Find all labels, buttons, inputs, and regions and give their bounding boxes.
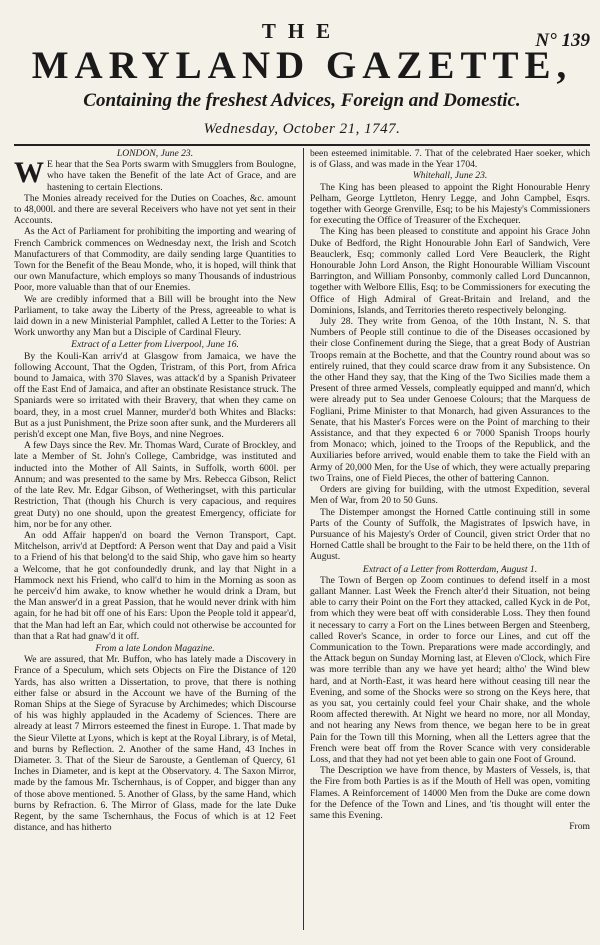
right-column	[310, 148, 590, 930]
left-column	[14, 148, 296, 930]
masthead	[14, 20, 590, 138]
article-paragraph: We are credibly informed that a Bill will be brought into the New Parliament, to take away the Liberty of the Press, agreeable to what is laid down in a new Ministerial Pamphlet, called A Letter to the Tories: A Work unworthy any Man but a Disciple of Cardinal Fleury.	[14, 293, 296, 339]
rotterdam-extract-heading: Extract of a Letter from Rotterdam, August 1.	[362, 563, 538, 575]
article-paragraph: The Monies already received for the Duties on Coaches, &c. amount to 48,000l. and there are several Receivers who have not yet sent in their Accounts.	[14, 192, 296, 227]
article-paragraph: July 28. They write from Genoa, of the 10th Instant, N. S. that Numbers of People still continue to die of the Diseases occasioned by their close Confinement during the Siege, that a great Body of Austrian Troops remain at the Bochette, and that the Country round about was so entirely ruined, that they could scarce draw from it any Subsistence. On the other Hand they say, that the King of the Two Sicilies made them a Present of three armed Vessels, compleatly equipped and mann'd, which were already put to Sea under Genoese Colours; that the Marquess de Fogliani, Prime Minister to that Monarch, had given Assurances to the Senate, that his Master's Forces were on the Point of marching to their Assistance, and that they expected 6 or 7000 Spanish Troops hourly from Monaco; which, joined to the Troops of the Republick, and the Auxiliaries before arrived, would enable them to take the Field with an Army of 20,000 Men, for the Use of which, they were actually preparing two Trains, one of Field Pieces, the other of battering Cannon.	[310, 316, 590, 484]
article-paragraph: Orders are giving for building, with the utmost Expedition, several Men of War, from 20 to 50 Guns.	[310, 484, 590, 507]
columns	[14, 148, 590, 930]
article-paragraph: The Distemper amongst the Horned Cattle continuing still in some Parts of the County of Suffolk, the Magistrates of Ipswich have, in Pursuance of his Majesty's Order of Council, given strict Order that no Horned Cattle shall be brought to the Fair to be held there, on the 11th of August.	[310, 506, 590, 563]
issue-number: N° 139	[535, 30, 590, 51]
article-paragraph: The King has been pleased to appoint the Right Honourable Henry Pelham, George Lyttleton, Henry Legge, and John Campbel, Esqrs. together with George Grenville, Esq; to be his Majesty's Commissioners for executing the Office of Treasurer of the Exchequer.	[310, 181, 590, 227]
column-divider	[303, 148, 304, 930]
paragraph-text: E hear that the Sea Ports swarm with Smugglers from Boulogne, who have taken the Benefit of the late Act of Grace, and are hastening to certain Elections.	[47, 159, 296, 193]
london-heading: LONDON, June 23.	[116, 148, 194, 159]
article-paragraph	[14, 156, 296, 193]
newspaper-title: MARYLAND GAZETTE,	[31, 44, 573, 87]
masthead-the: THE	[261, 19, 343, 43]
article-paragraph: A few Days since the Rev. Mr. Thomas Ward, Curate of Brockley, and late a Member of St. John's College, Cambridge, was instituted and inducted into the Mother of All Saints, in Suffolk, worth 600l. per Annum; and was presented to the same by Mrs. Rebecca Gibson, Relict of the late Rev. Mr. Edgar Gibson, of Wetheringset, with this particular Restriction, That (though his Church is very capacious, and requires great Duty) no one should, upon the greatest Emergency, officiate for him, nor be for any other.	[14, 440, 296, 530]
issue-date: Wednesday, October 21, 1747.	[203, 121, 401, 137]
catchword: From	[569, 821, 590, 833]
article-paragraph: We are assured, that Mr. Buffon, who has lately made a Discovery in France of a Speculum, which sets Objects on Fire the Distance of 120 Yards, has also written a Dissertation, to prove, that there is nothing either false or absurd in the Account we have of the Burning of the Roman Ships at the Siege of Syracuse by Archimedes; which Discourse of his was highly applauded in the Academy of Sciences. There are already at least 7 Mirrors esteemed the finest in Europe. 1. That made by the Sieur Vilette at Lyons, which is kept at the Royal Library, is of Metal, and burns by Reflection. 2. Another of the same Hand, 43 Inches in Diameter. 3. That of the Sieur de Sarouste, a Gentleman of Quercy, 61 Inches in Diameter, and is kept at the Observatory. 4. The Saxon Mirror, made by the famous Mr. Tschernhaus, is of Copper, and bigger than any of those above mentioned. 5. Another of Glass, by the same Hand, which burns by Refraction. 6. The Mirror of Glass, made for the late Duke Regent, by the same Tschernhaus, the Focus of which is at 12 Feet distance, and has hitherto	[14, 654, 296, 834]
article-paragraph: The King has been pleased to constitute and appoint his Grace John Duke of Bedford, the Right Honourable John Earl of Sandwich, Vere Beauclerk, Esq; commonly called Lord Vere Beauclerk, the Right Honourable John Lord Anson, the Right Honourable William Viscount Barrington, and William Ponsonby, commonly called Lord Duncannon, together with Welbore Ellis, Esq; to be Commissioners for executing the Office of High Admiral of Great-Britain and Ireland, and the Dominions, Islands, and Territories thereto respectively belonging.	[310, 226, 590, 316]
article-paragraph: As the Act of Parliament for prohibiting the importing and wearing of French Cambrick commences on Wednesday next, the Irish and Scotch Manufacturers of that Commodity, are daily sending large Quantities to Town for the Benefit of the Beau Monde, who, it is hoped, will think that our own Manufacture, which employs so many Thousands of industrious Poor, more valuable than that of our Enemies.	[14, 226, 296, 294]
article-paragraph: By the Kouli-Kan arriv'd at Glasgow from Jamaica, we have the following Account, That the Ogden, Tristram, of this Port, from Africa bound to Jamaica, with 370 Slaves, was attack'd by a Spanish Privateer off the East End of Jamaica, and after an obstinate Resistance struck. The Spaniards were so irritated with their Bravery, that when they came on board, they, in a most cruel Manner, murder'd both Whites and Blacks: But as a just Punishment, the Prize soon after sunk, and the Murderers all perish'd except one Man, five Boys, and nine Negroes.	[14, 350, 296, 441]
article-paragraph: The Town of Bergen op Zoom continues to defend itself in a most gallant Manner. Last Week the French alter'd their Situation, not being able to carry their Point on the Fort they attacked, called Kyck in de Pot, from which they were beat off with considerable Loss. They then found it necessary to carry a Fort on the Lines between Bergen and Steenberg, called Rover's Scance, in order to force our Lines, and cut off the Communication to the Town. Preparations were made accordingly, and the Attack begun on Sunday Morning last, at Eleven o'Clock, which Fire was more terrible than any we have yet heard; altho' the Wind blew hard, and at North-East, it was heard here without ceasing till near the Evening, and some of the Shocks were so strong on the Keys here, that as you sat, you certainly could feel your Chair shake, and the whole Room affected therewith. At Night we heard no more, nor all Monday, and not hearing any News from thence, we began here to be in great Pain for the Town till this Morning, when all the Letters agree that the French were beat off from the Rover Scance with very considerable Loss, and that they had not yet been able to gain one Foot of Ground.	[310, 574, 590, 765]
whitehall-heading: Whitehall, June 23.	[412, 170, 488, 182]
liverpool-extract-heading: Extract of a Letter from Liverpool, June 16.	[71, 339, 239, 351]
masthead-rule	[14, 144, 590, 146]
article-paragraph: An odd Affair happen'd on board the Vernon Transport, Capt. Mitchelson, arriv'd at Deptford: A Person went that Day and paid a Visit to a Friend of his that belong'd to the said Ship, who gave him so hearty a Welcome, that he got confoundedly drunk, and lay that Night in a Hammock next his Friend, who call'd to him in the Morning as soon as he perceiv'd him awake, to know whether he would drink a Dram, but the Man answer'd in a great Passion, that he would never drink with him again, for he had bit off one of his Ears: Upon the People told it appear'd, that the Man had left an Ear, which could not otherwise be accounted for than that a Rat had gnaw'd it off.	[14, 529, 296, 642]
magazine-extract-heading: From a late London Magazine.	[95, 642, 215, 654]
newspaper-subtitle: Containing the freshest Advices, Foreign and Domestic.	[83, 90, 521, 111]
drop-cap: W	[14, 156, 44, 190]
continued-paragraph: been esteemed inimitable. 7. That of the celebrated Haer soeker, which is of Glass, and was made in the Year 1704.	[310, 148, 590, 171]
article-paragraph: The Description we have from thence, by Masters of Vessels, is, that the Fire from both Parties is as if the Mouth of Hell was open, vomiting Flames. A Reinforcement of 14000 Men from the Duke are come down for the Defence of the Town and Lines, and 'tis thought will enter the same this Evening.	[310, 765, 590, 821]
